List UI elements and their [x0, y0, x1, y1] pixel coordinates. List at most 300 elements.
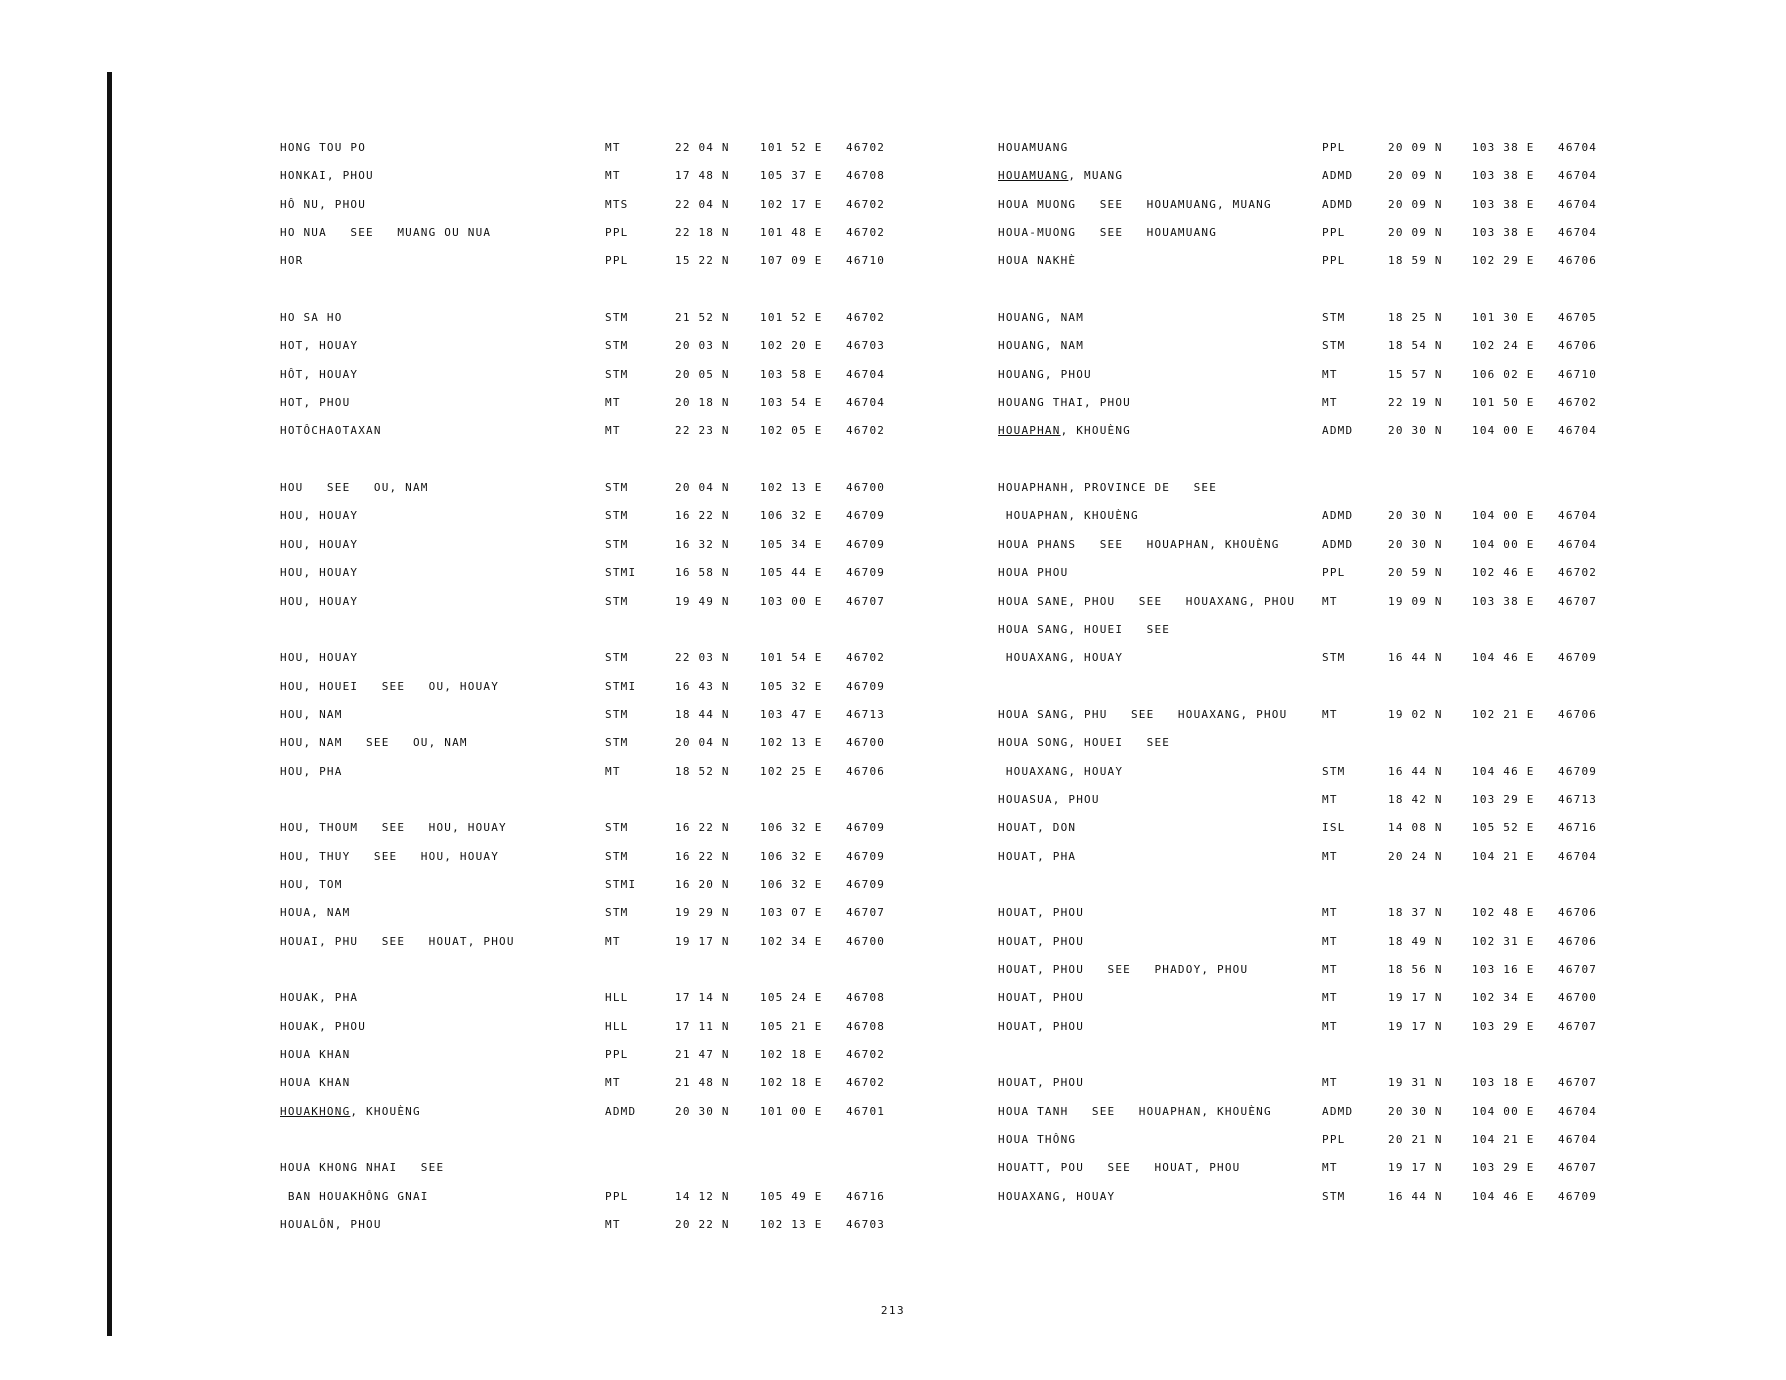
map-code: 46716	[1558, 821, 1598, 835]
latitude: 22 04 N	[675, 141, 730, 154]
place-name: HOUA MUONG SEE HOUAMUANG, MUANG	[998, 197, 1272, 211]
place-name: HOU, HOUAY	[280, 537, 359, 551]
feature-class: MTS	[605, 197, 629, 211]
feature-class: MT	[605, 934, 621, 948]
map-code: 46709	[846, 537, 886, 551]
map-code: 46704	[1558, 141, 1598, 154]
map-code: 46707	[1558, 962, 1598, 976]
feature-class: STM	[605, 481, 629, 495]
place-name: HOU, TOM	[280, 877, 343, 891]
map-code: 46700	[846, 481, 886, 495]
latitude: 16 22 N	[675, 849, 730, 863]
latitude: 18 54 N	[1388, 339, 1443, 353]
latitude: 20 30 N	[1388, 1104, 1443, 1118]
longitude: 105 52 E	[1472, 821, 1535, 835]
place-name: HOUAMUANG, MUANG	[998, 169, 1124, 183]
latitude: 20 22 N	[675, 1218, 730, 1232]
latitude: 19 49 N	[675, 594, 730, 608]
map-code: 46706	[1558, 254, 1598, 268]
feature-class: MT	[1322, 962, 1338, 976]
longitude: 105 49 E	[760, 1189, 823, 1203]
place-name: HOT, HOUAY	[280, 339, 359, 353]
longitude: 102 13 E	[760, 481, 823, 495]
longitude: 102 31 E	[1472, 934, 1535, 948]
map-code: 46706	[1558, 707, 1598, 721]
map-code: 46716	[846, 1189, 886, 1203]
latitude: 20 09 N	[1388, 169, 1443, 183]
place-name: HOUAXANG, HOUAY	[998, 764, 1124, 778]
feature-class: MT	[1322, 906, 1338, 920]
place-name: HOU, THOUM SEE HOU, HOUAY	[280, 821, 507, 835]
map-code: 46709	[846, 509, 886, 523]
place-name: HOUAT, PHOU	[998, 991, 1085, 1005]
longitude: 103 38 E	[1472, 169, 1535, 183]
latitude: 20 03 N	[675, 339, 730, 353]
map-code: 46704	[1558, 849, 1598, 863]
place-name: HOUAT, PHOU	[998, 1076, 1085, 1090]
feature-class: HLL	[605, 1019, 629, 1033]
map-code: 46702	[846, 1076, 886, 1090]
feature-class: STM	[605, 594, 629, 608]
latitude: 19 17 N	[1388, 1019, 1443, 1033]
place-name: HOUA SANE, PHOU SEE HOUAXANG, PHOU	[998, 594, 1296, 608]
map-code: 46704	[1558, 226, 1598, 240]
place-name: HOTÔCHAOTAXAN	[280, 424, 382, 438]
longitude: 103 38 E	[1472, 594, 1535, 608]
place-name: HOUAPHANH, PROVINCE DE SEE	[998, 481, 1218, 495]
place-name: BAN HOUAKHÔNG GNAI	[280, 1189, 429, 1203]
feature-class: STM	[605, 906, 629, 920]
latitude: 20 30 N	[675, 1104, 730, 1118]
map-code: 46704	[846, 367, 886, 381]
latitude: 22 18 N	[675, 226, 730, 240]
place-name: HOU, PHA	[280, 764, 343, 778]
place-name: HOR	[280, 254, 304, 268]
longitude: 105 32 E	[760, 679, 823, 693]
latitude: 16 44 N	[1388, 651, 1443, 665]
place-name: HOUA THÔNG	[998, 1133, 1077, 1147]
place-name: HOUA NAKHÈ	[998, 254, 1077, 268]
place-name: HOUANG, PHOU	[998, 367, 1092, 381]
map-code: 46704	[1558, 1104, 1598, 1118]
longitude: 102 29 E	[1472, 254, 1535, 268]
longitude: 103 18 E	[1472, 1076, 1535, 1090]
latitude: 20 30 N	[1388, 537, 1443, 551]
page-number: 213	[880, 1304, 906, 1317]
place-name: HOUA PHANS SEE HOUAPHAN, KHOUÈNG	[998, 537, 1280, 551]
map-code: 46708	[846, 991, 886, 1005]
place-name: HOUAXANG, HOUAY	[998, 1189, 1116, 1203]
place-name: HOUA SANG, HOUEI SEE	[998, 622, 1171, 636]
map-code: 46702	[846, 197, 886, 211]
longitude: 102 17 E	[760, 197, 823, 211]
longitude: 102 25 E	[760, 764, 823, 778]
longitude: 103 54 E	[760, 396, 823, 410]
feature-class: MT	[1322, 934, 1338, 948]
feature-class: STM	[1322, 1189, 1346, 1203]
feature-class: STM	[605, 311, 629, 325]
latitude: 22 19 N	[1388, 396, 1443, 410]
map-code: 46700	[846, 736, 886, 750]
map-code: 46709	[1558, 1189, 1598, 1203]
latitude: 20 24 N	[1388, 849, 1443, 863]
longitude: 106 32 E	[760, 509, 823, 523]
feature-class: MT	[605, 396, 621, 410]
place-name: HOUAT, PHOU	[998, 906, 1085, 920]
place-name: HOUA SONG, HOUEI SEE	[998, 736, 1171, 750]
map-code: 46710	[846, 254, 886, 268]
place-name: HOT, PHOU	[280, 396, 351, 410]
feature-class: MT	[605, 141, 621, 154]
feature-class: PPL	[605, 254, 629, 268]
feature-class: MT	[605, 1076, 621, 1090]
place-name: HOUA TANH SEE HOUAPHAN, KHOUÈNG	[998, 1104, 1272, 1118]
place-name: HOU, NAM	[280, 707, 343, 721]
map-code: 46706	[1558, 934, 1598, 948]
place-name: HOU, THUY SEE HOU, HOUAY	[280, 849, 500, 863]
longitude: 102 13 E	[760, 1218, 823, 1232]
longitude: 101 00 E	[760, 1104, 823, 1118]
place-name: HOUATT, POU SEE HOUAT, PHOU	[998, 1161, 1241, 1175]
longitude: 102 21 E	[1472, 707, 1535, 721]
feature-class: STMI	[605, 566, 637, 580]
feature-class: ADMD	[1322, 537, 1354, 551]
feature-class: STM	[605, 651, 629, 665]
place-name: HOUAT, PHOU	[998, 1019, 1085, 1033]
longitude: 103 07 E	[760, 906, 823, 920]
place-name: HOU, HOUAY	[280, 566, 359, 580]
place-name: HOUAKHONG, KHOUÈNG	[280, 1104, 421, 1118]
map-code: 46702	[846, 141, 886, 154]
place-name: HÔ NU, PHOU	[280, 197, 367, 211]
feature-class: STM	[605, 707, 629, 721]
map-code: 46707	[846, 594, 886, 608]
longitude: 102 18 E	[760, 1048, 823, 1061]
longitude: 105 37 E	[760, 169, 823, 183]
feature-class: MT	[1322, 396, 1338, 410]
latitude: 20 30 N	[1388, 424, 1443, 438]
latitude: 18 56 N	[1388, 962, 1443, 976]
map-code: 46709	[846, 679, 886, 693]
place-name: HO NUA SEE MUANG OU NUA	[280, 226, 492, 240]
place-name: HOUAT, PHA	[998, 849, 1077, 863]
feature-class: ADMD	[1322, 169, 1354, 183]
place-name: HONG TOU PO	[280, 141, 367, 154]
longitude: 104 46 E	[1472, 651, 1535, 665]
feature-class: MT	[1322, 991, 1338, 1005]
longitude: 102 34 E	[1472, 991, 1535, 1005]
longitude: 101 50 E	[1472, 396, 1535, 410]
longitude: 103 58 E	[760, 367, 823, 381]
longitude: 105 21 E	[760, 1019, 823, 1033]
longitude: 103 38 E	[1472, 197, 1535, 211]
feature-class: STM	[605, 367, 629, 381]
longitude: 102 20 E	[760, 339, 823, 353]
feature-class: ADMD	[1322, 1104, 1354, 1118]
longitude: 101 54 E	[760, 651, 823, 665]
feature-class: STM	[1322, 339, 1346, 353]
latitude: 16 43 N	[675, 679, 730, 693]
place-name: HOUA, NAM	[280, 906, 351, 920]
longitude: 103 38 E	[1472, 226, 1535, 240]
place-name: HOU, HOUAY	[280, 509, 359, 523]
latitude: 21 52 N	[675, 311, 730, 325]
map-code: 46706	[846, 764, 886, 778]
feature-class: MT	[605, 1218, 621, 1232]
place-name: HOUALÔN, PHOU	[280, 1218, 382, 1232]
place-name: HOUANG THAI, PHOU	[998, 396, 1131, 410]
place-name: HOUAK, PHA	[280, 991, 359, 1005]
latitude: 20 05 N	[675, 367, 730, 381]
map-code: 46703	[846, 1218, 886, 1232]
place-name: HOUA PHOU	[998, 566, 1069, 580]
latitude: 18 25 N	[1388, 311, 1443, 325]
place-name: HOU, HOUAY	[280, 594, 359, 608]
map-code: 46702	[1558, 396, 1598, 410]
latitude: 14 08 N	[1388, 821, 1443, 835]
feature-class: MT	[605, 169, 621, 183]
place-name: HOUANG, NAM	[998, 339, 1085, 353]
map-code: 46704	[1558, 424, 1598, 438]
longitude: 103 29 E	[1472, 792, 1535, 806]
map-code: 46706	[1558, 906, 1598, 920]
place-name: HOUA SANG, PHU SEE HOUAXANG, PHOU	[998, 707, 1288, 721]
place-name: HOUANG, NAM	[998, 311, 1085, 325]
longitude: 105 34 E	[760, 537, 823, 551]
place-name: HOUAI, PHU SEE HOUAT, PHOU	[280, 934, 515, 948]
latitude: 20 09 N	[1388, 141, 1443, 154]
latitude: 19 31 N	[1388, 1076, 1443, 1090]
feature-class: MT	[1322, 849, 1338, 863]
place-name: HOUAPHAN, KHOUÈNG	[998, 424, 1131, 438]
latitude: 21 47 N	[675, 1048, 730, 1061]
latitude: 18 49 N	[1388, 934, 1443, 948]
feature-class: ADMD	[1322, 197, 1354, 211]
longitude: 104 21 E	[1472, 849, 1535, 863]
latitude: 18 44 N	[675, 707, 730, 721]
feature-class: PPL	[605, 1189, 629, 1203]
longitude: 104 21 E	[1472, 1133, 1535, 1147]
map-code: 46713	[1558, 792, 1598, 806]
longitude: 101 52 E	[760, 311, 823, 325]
latitude: 16 44 N	[1388, 1189, 1443, 1203]
longitude: 104 00 E	[1472, 537, 1535, 551]
map-code: 46702	[846, 424, 886, 438]
feature-class: STM	[605, 849, 629, 863]
place-name: HOUA KHAN	[280, 1076, 351, 1090]
latitude: 14 12 N	[675, 1189, 730, 1203]
feature-class: STM	[605, 821, 629, 835]
longitude: 102 13 E	[760, 736, 823, 750]
map-code: 46704	[1558, 509, 1598, 523]
map-code: 46704	[1558, 197, 1598, 211]
feature-class: STM	[605, 509, 629, 523]
place-name: HONKAI, PHOU	[280, 169, 374, 183]
feature-class: ISL	[1322, 821, 1346, 835]
map-code: 46701	[846, 1104, 886, 1118]
latitude: 19 09 N	[1388, 594, 1443, 608]
latitude: 18 52 N	[675, 764, 730, 778]
feature-class: PPL	[1322, 141, 1346, 154]
map-code: 46702	[846, 311, 886, 325]
longitude: 104 00 E	[1472, 509, 1535, 523]
latitude: 17 11 N	[675, 1019, 730, 1033]
latitude: 20 09 N	[1388, 197, 1443, 211]
latitude: 19 17 N	[1388, 1161, 1443, 1175]
latitude: 17 48 N	[675, 169, 730, 183]
map-code: 46704	[1558, 169, 1598, 183]
feature-class: STM	[1322, 764, 1346, 778]
feature-class: PPL	[1322, 1133, 1346, 1147]
place-name: HOUAK, PHOU	[280, 1019, 367, 1033]
longitude: 105 24 E	[760, 991, 823, 1005]
map-code: 46709	[1558, 764, 1598, 778]
map-code: 46700	[846, 934, 886, 948]
latitude: 16 22 N	[675, 821, 730, 835]
feature-class: PPL	[605, 1048, 629, 1061]
longitude: 104 46 E	[1472, 764, 1535, 778]
longitude: 103 29 E	[1472, 1161, 1535, 1175]
map-code: 46702	[1558, 566, 1598, 580]
map-code: 46700	[1558, 991, 1598, 1005]
feature-class: MT	[1322, 1076, 1338, 1090]
latitude: 18 59 N	[1388, 254, 1443, 268]
latitude: 19 17 N	[1388, 991, 1443, 1005]
longitude: 101 52 E	[760, 141, 823, 154]
longitude: 103 00 E	[760, 594, 823, 608]
longitude: 106 32 E	[760, 849, 823, 863]
latitude: 22 23 N	[675, 424, 730, 438]
longitude: 107 09 E	[760, 254, 823, 268]
feature-class: MT	[1322, 1019, 1338, 1033]
map-code: 46708	[846, 169, 886, 183]
map-code: 46702	[846, 1048, 886, 1061]
latitude: 22 03 N	[675, 651, 730, 665]
map-code: 46707	[1558, 1161, 1598, 1175]
longitude: 101 48 E	[760, 226, 823, 240]
latitude: 18 37 N	[1388, 906, 1443, 920]
feature-class: MT	[605, 424, 621, 438]
longitude: 102 48 E	[1472, 906, 1535, 920]
map-code: 46707	[1558, 1076, 1598, 1090]
longitude: 102 05 E	[760, 424, 823, 438]
feature-class: PPL	[1322, 254, 1346, 268]
longitude: 102 34 E	[760, 934, 823, 948]
feature-class: STMI	[605, 877, 637, 891]
latitude: 15 22 N	[675, 254, 730, 268]
map-code: 46710	[1558, 367, 1598, 381]
latitude: 17 14 N	[675, 991, 730, 1005]
latitude: 21 48 N	[675, 1076, 730, 1090]
longitude: 104 46 E	[1472, 1189, 1535, 1203]
latitude: 16 58 N	[675, 566, 730, 580]
feature-class: ADMD	[605, 1104, 637, 1118]
feature-class: ADMD	[1322, 509, 1354, 523]
latitude: 19 29 N	[675, 906, 730, 920]
longitude: 103 16 E	[1472, 962, 1535, 976]
map-code: 46702	[846, 651, 886, 665]
longitude: 102 46 E	[1472, 566, 1535, 580]
map-code: 46709	[846, 849, 886, 863]
latitude: 20 30 N	[1388, 509, 1443, 523]
place-name: HOUAPHAN, KHOUÈNG	[998, 509, 1139, 523]
place-name: HOUAXANG, HOUAY	[998, 651, 1124, 665]
longitude: 104 00 E	[1472, 1104, 1535, 1118]
longitude: 106 32 E	[760, 821, 823, 835]
map-code: 46706	[1558, 339, 1598, 353]
longitude: 106 02 E	[1472, 367, 1535, 381]
place-name: HOU, HOUAY	[280, 651, 359, 665]
place-name: HOUAT, DON	[998, 821, 1077, 835]
latitude: 19 02 N	[1388, 707, 1443, 721]
latitude: 20 04 N	[675, 736, 730, 750]
feature-class: ADMD	[1322, 424, 1354, 438]
latitude: 16 44 N	[1388, 764, 1443, 778]
feature-class: STM	[605, 339, 629, 353]
longitude: 103 47 E	[760, 707, 823, 721]
place-name: HÔT, HOUAY	[280, 367, 359, 381]
latitude: 20 21 N	[1388, 1133, 1443, 1147]
feature-class: STM	[605, 736, 629, 750]
map-code: 46704	[1558, 537, 1598, 551]
place-name: HOUAMUANG	[998, 141, 1069, 154]
latitude: 20 09 N	[1388, 226, 1443, 240]
map-code: 46709	[846, 566, 886, 580]
latitude: 18 42 N	[1388, 792, 1443, 806]
feature-class: PPL	[1322, 226, 1346, 240]
place-name: HO SA HO	[280, 311, 343, 325]
feature-class: PPL	[1322, 566, 1346, 580]
latitude: 15 57 N	[1388, 367, 1443, 381]
longitude: 106 32 E	[760, 877, 823, 891]
map-code: 46707	[846, 906, 886, 920]
feature-class: MT	[605, 764, 621, 778]
map-code: 46702	[846, 226, 886, 240]
map-code: 46707	[1558, 1019, 1598, 1033]
longitude: 105 44 E	[760, 566, 823, 580]
place-name: HOUASUA, PHOU	[998, 792, 1100, 806]
longitude: 102 24 E	[1472, 339, 1535, 353]
map-code: 46707	[1558, 594, 1598, 608]
longitude: 103 29 E	[1472, 1019, 1535, 1033]
feature-class: PPL	[605, 226, 629, 240]
latitude: 20 04 N	[675, 481, 730, 495]
map-code: 46705	[1558, 311, 1598, 325]
binding-line	[107, 72, 112, 1336]
map-code: 46708	[846, 1019, 886, 1033]
feature-class: STM	[605, 537, 629, 551]
longitude: 101 30 E	[1472, 311, 1535, 325]
place-name: HOUA-MUONG SEE HOUAMUANG	[998, 226, 1218, 240]
longitude: 103 38 E	[1472, 141, 1535, 154]
place-name: HOU, NAM SEE OU, NAM	[280, 736, 468, 750]
latitude: 22 04 N	[675, 197, 730, 211]
map-code: 46704	[1558, 1133, 1598, 1147]
feature-class: MT	[1322, 707, 1338, 721]
feature-class: MT	[1322, 1161, 1338, 1175]
feature-class: MT	[1322, 792, 1338, 806]
feature-class: STMI	[605, 679, 637, 693]
longitude: 102 18 E	[760, 1076, 823, 1090]
latitude: 16 20 N	[675, 877, 730, 891]
place-name: HOUAT, PHOU	[998, 934, 1085, 948]
feature-class: STM	[1322, 311, 1346, 325]
feature-class: MT	[1322, 594, 1338, 608]
feature-class: HLL	[605, 991, 629, 1005]
latitude: 16 32 N	[675, 537, 730, 551]
map-code: 46709	[1558, 651, 1598, 665]
map-code: 46703	[846, 339, 886, 353]
